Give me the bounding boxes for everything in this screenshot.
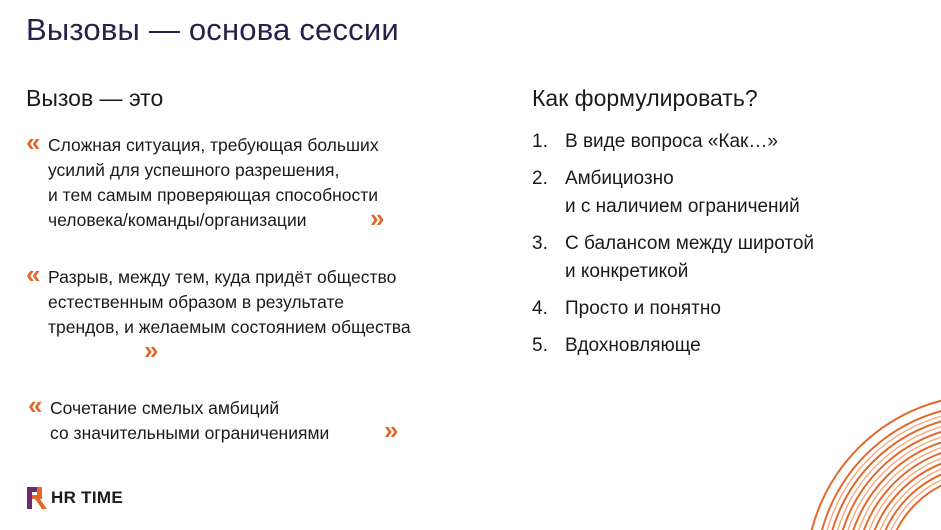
list-number: 1. <box>532 131 548 152</box>
list-number: 5. <box>532 335 548 356</box>
quote-line: Разрыв, между тем, куда придёт общество <box>48 267 397 287</box>
quote-line: человека/команды/организации <box>48 210 307 230</box>
list-number: 3. <box>532 233 548 254</box>
close-quote-mark: » <box>384 415 399 445</box>
list-number: 4. <box>532 298 548 319</box>
quote-line: трендов, и желаемым состоянием общества <box>48 317 411 337</box>
list-item-text: Вдохновляюще <box>565 335 701 356</box>
list-item <box>532 128 912 156</box>
decorative-arcs <box>791 380 941 530</box>
list-item <box>532 230 912 286</box>
formulation-list <box>532 128 912 369</box>
logo <box>27 487 123 509</box>
close-quote-mark: » <box>370 203 385 233</box>
list-item <box>532 165 912 221</box>
list-item-text: Просто и понятно <box>565 298 721 319</box>
list-number: 2. <box>532 168 548 189</box>
quote-2 <box>26 259 411 365</box>
quote-line: Сложная ситуация, требующая больших <box>48 135 379 155</box>
list-item <box>532 332 912 360</box>
hr-time-logo-icon <box>27 487 47 509</box>
quote-line: усилий для успешного разрешения, <box>48 160 340 180</box>
quote-3 <box>28 390 399 446</box>
open-quote-mark: « <box>26 259 41 289</box>
quote-line: и тем самым проверяющая способности <box>48 185 379 205</box>
list-item-text: Амбициозно <box>565 168 674 189</box>
right-heading: Как формулировать? <box>532 85 758 111</box>
list-item-text: В виде вопроса «Как…» <box>565 131 778 152</box>
close-quote-mark: » <box>144 335 159 365</box>
page-title: Вызовы — основа сессии <box>26 12 399 47</box>
open-quote-mark: « <box>28 390 43 420</box>
quote-line: Сочетание смелых амбиций <box>50 398 280 418</box>
list-item-text: и конкретикой <box>565 261 689 282</box>
list-item-text: и с наличием ограничений <box>565 196 800 217</box>
open-quote-mark: « <box>26 127 41 157</box>
quote-1 <box>26 127 385 233</box>
left-heading: Вызов — это <box>26 85 164 111</box>
list-item-text: С балансом между широтой <box>565 233 815 254</box>
quote-line: со значительными ограничениями <box>50 423 330 443</box>
quote-line: естественным образом в результате <box>48 292 345 312</box>
list-item <box>532 295 912 323</box>
logo-text: HR TIME <box>51 488 123 507</box>
